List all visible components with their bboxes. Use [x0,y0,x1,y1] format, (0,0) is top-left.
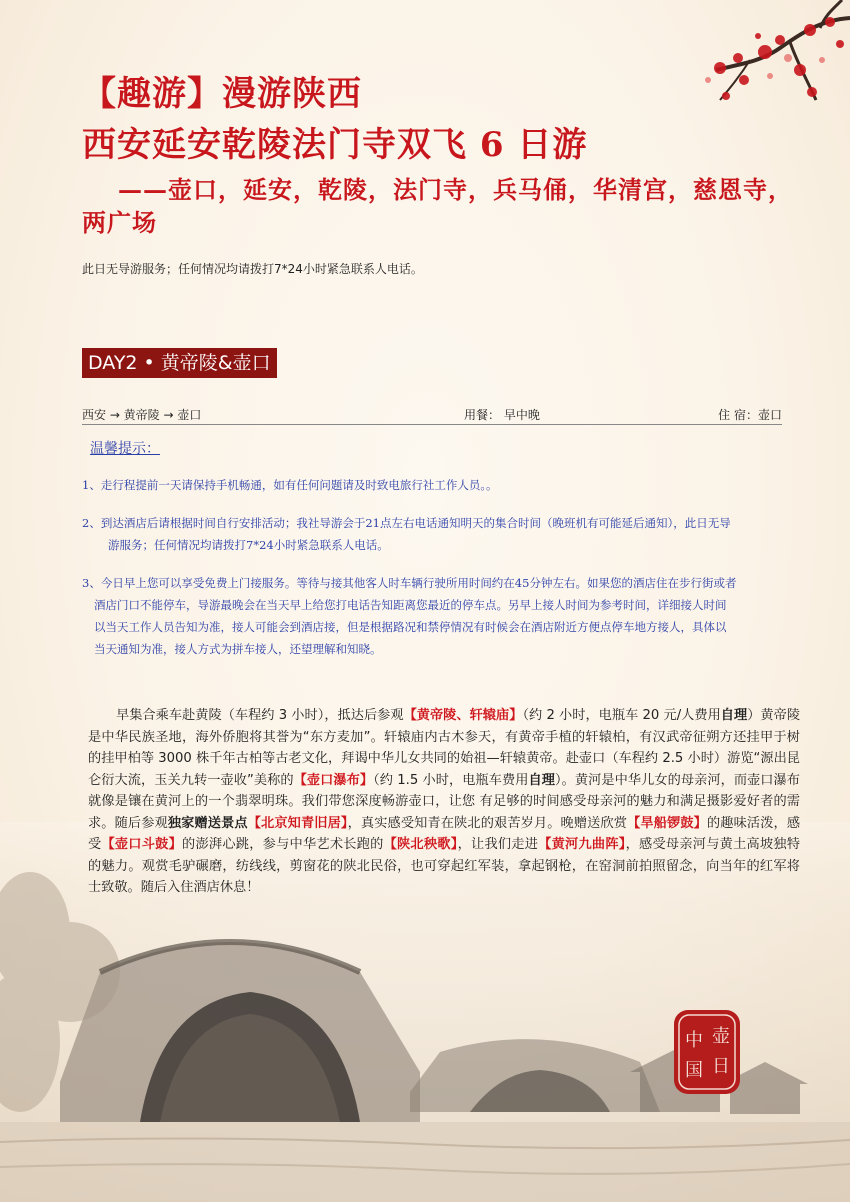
tip-item-3 [82,572,808,660]
svg-text:中: 中 [685,1030,703,1051]
tip-1-text: 1、走行程提前一天请保持手机畅通，如有任何问题请及时致电旅行社工作人员。。 [82,478,498,492]
itin-text-1: 早集合乘车赴黄陵（车程约 3 小时），抵达后参观 [116,708,404,723]
highlight-jiuqu: 【黄河九曲阵】 [538,837,626,852]
top-service-note: 此日无导游服务；任何情况均请拨打7*24小时紧急联系人电话。 [82,262,423,276]
itin-text-6: ，真实感受知青在陕北的艰苦岁月。晚赠送欣赏 [347,815,628,831]
title-line-1: 【趣游】漫游陕西 [82,74,362,114]
itin-text-9: ，让我们走进 [457,837,539,852]
bold-zili-2: 自理 [528,772,555,788]
bold-zili-1: 自理 [720,708,748,723]
highlight-hukou-waterfall: 【壶口瀑布】 [293,772,374,788]
tip-3-line-4: 当天通知为准，接人方式为拼车接人，还望理解和知晓。 [94,642,382,656]
itin-text-5: ）。黄河是中华儿女的母亲河，而壶口瀑布就像是镶在黄河上的一个翡翠明珠。我们带您深度畅游壶口，让您 有足够的时间感受母亲河的魅力和满足摄影爱好者的需求。随后参观 [88,772,800,831]
highlight-hanchuan-drum: 【旱船锣鼓】 [627,815,707,831]
tip-item-1 [82,474,808,496]
itin-text-3: ）黄帝陵是中华民族圣地，海外侨胞将其誉为“东方麦加”。轩辕庙内古木参天，有黄帝手植的轩辕柏，有汉武帝征朔方还挂甲于树的挂甲柏等 3000 株千年古柏等古老文化，拜谒中华儿女共同的始祖—轩辕黄帝。赴壶口（车程约 2.5 小时）游览“源出昆仑衍大流，玉关九转一壶收”美称的 [88,708,801,788]
tip-2-line-2: 游服务；任何情况均请拨打7*24小时紧急联系人电话。 [108,538,389,552]
itin-text-10: ，感受母亲河与黄土高坡独特的魅力。观赏毛驴碾磨，纺线线，剪窗花的陕北民俗，也可穿起红军装，拿起钢枪，在窑洞前拍照留念，向当年的红军将士致敬。随后入住酒店休息！ [88,837,801,895]
highlight-yangge: 【陕北秧歌】 [383,837,458,852]
tip-3-line-1: 3、今日早上您可以享受免费上门接服务。等待与接其他客人时车辆行驶所用时间约在45分钟左右。如果您的酒店住在步行街或者 [82,576,737,590]
red-seal-stamp [672,1008,742,1096]
highlight-hukou-drum: 【壶口斗鼓】 [101,837,183,852]
highlight-huangdiling: 【黄帝陵、轩辕庙】 [403,708,523,723]
subtitle-line-2: 两广场 [82,208,157,237]
tip-item-2 [82,512,808,556]
route-text: 西安 → 黄帝陵 → 壶口 [82,408,202,422]
tip-3-line-2: 酒店门口不能停车，导游最晚会在当天早上给您打电话告知距离您最近的停车点。另早上接人时间为参考时间，详细接人时间 [94,598,727,612]
tip-2-line-1: 2、到达酒店后请根据时间自行安排活动；我社导游会于21点左右电话通知明天的集合时间（晚班机有可能延后通知），此日无导 [82,516,731,530]
tip-3-line-3: 以当天工作人员告知为准，接人可能会到酒店接，但是根据路况和禁停情况有时候会在酒店附近方便点停车地方接人，具体以 [94,620,727,634]
meal-text: 用餐： 早中晚 [464,408,540,422]
itinerary-paragraph [88,705,800,899]
day-banner: DAY2 • 黄帝陵&壶口 [82,348,277,378]
itin-text-7: 的趣味活泼，感受 [88,815,801,852]
itin-text-2: （约 2 小时，电瓶车 20 元/人费用 [522,708,721,723]
itin-text-4: （约 1.5 小时，电瓶车费用 [373,772,529,788]
stay-text: 住 宿：壶口 [718,408,782,422]
plum-blossom-decoration [620,0,850,140]
title-line-2: 西安延安乾陵法门寺双飞 6 日游 [82,125,588,165]
route-info-row [82,404,782,425]
svg-text:国: 国 [685,1060,703,1081]
itin-text-8: 的澎湃心跳，参与中华艺术长跑的 [182,837,384,852]
svg-text:日: 日 [712,1056,730,1077]
highlight-zhiqing-residence: 【北京知青旧居】 [247,815,348,831]
tips-title: 温馨提示： [90,441,160,457]
svg-text:壶: 壶 [712,1026,730,1047]
bold-exclusive: 独家赠送景点 [167,815,248,831]
subtitle-line-1: ——壶口，延安，乾陵，法门寺，兵马俑，华清宫，慈恩寺， [118,175,793,204]
